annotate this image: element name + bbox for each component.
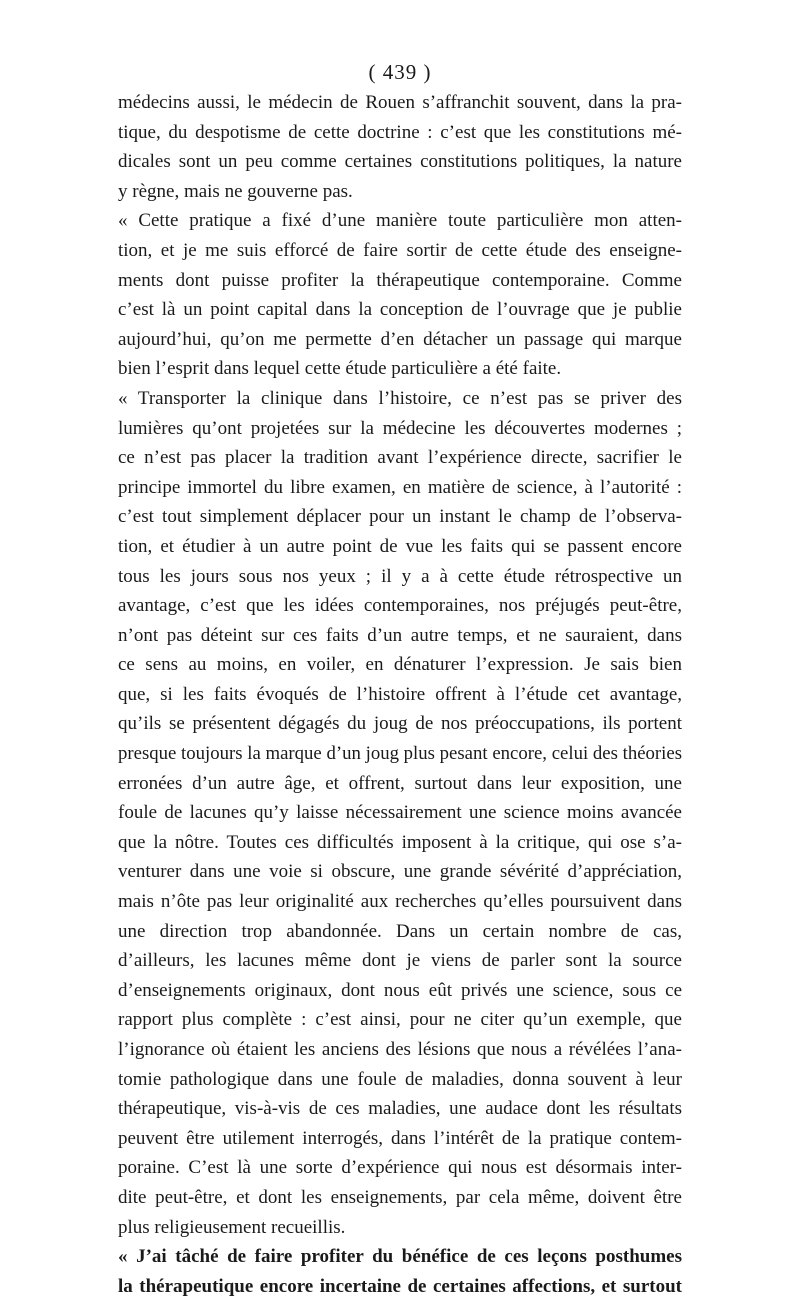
text-line: presque toujours la marque d’un joug plus pesant encore, celui des théories (118, 743, 682, 765)
page-number: ( 439 ) (368, 60, 432, 84)
text-line: tomie pathologique dans une foule de maladies, donna souvent à leur (118, 1068, 682, 1090)
text-line: venturer dans une voie si obscure, une grande sévérité d’appréciation, (118, 861, 682, 883)
text-line: y règne, mais ne gouverne pas. (118, 180, 353, 202)
text-line: c’est là un point capital dans la conception de l’ouvrage que je publie (118, 299, 682, 321)
text-line: que la nôtre. Toutes ces difficultés imposent à la critique, qui ose s’a- (118, 831, 682, 853)
text-line: médecins aussi, le médecin de Rouen s’affranchit souvent, dans la pra- (118, 92, 682, 113)
text-line: ce n’est pas placer la tradition avant l’expérience directe, sacrifier le (118, 447, 682, 469)
text-line: dicales sont un peu comme certaines constitutions politiques, la nature (118, 151, 682, 173)
text-line: mais n’ôte pas leur originalité aux recherches qu’elles poursuivent dans (118, 891, 682, 913)
text-line: la thérapeutique encore incertaine de certaines affections, et surtout (118, 1275, 682, 1297)
text-line: l’ignorance où étaient les anciens des lésions que nous a révélées l’ana- (118, 1039, 682, 1060)
body-text (118, 88, 682, 1301)
text-line: tion, et je me suis efforcé de faire sortir de cette étude des enseigne- (118, 239, 682, 261)
text-line: foule de lacunes qu’y laisse nécessairement une science moins avancée (118, 802, 682, 824)
text-line: d’ailleurs, les lacunes même dont je viens de parler sont la source (118, 950, 682, 972)
text-line: poraine. C’est là une sorte d’expérience qui nous est désormais inter- (118, 1157, 682, 1179)
text-line: c’est tout simplement déplacer pour un instant le champ de l’observa- (118, 506, 682, 528)
text-line: tous les jours sous nos yeux ; il y a à cette étude rétrospective un (118, 565, 682, 587)
text-line: plus religieusement recueillis. (118, 1216, 346, 1238)
text-line: que, si les faits évoqués de l’histoire offrent à l’étude cet avantage, (118, 683, 682, 705)
text-line: « J’ai tâché de faire profiter du bénéfice de ces leçons posthumes (118, 1246, 682, 1268)
text-line: une direction trop abandonnée. Dans un certain nombre de cas, (118, 920, 682, 942)
text-line: « Cette pratique a fixé d’une manière toute particulière mon atten- (118, 210, 682, 232)
text-line: thérapeutique, vis-à-vis de ces maladies, une audace dont les résultats (118, 1098, 682, 1120)
text-line: n’ont pas déteint sur ces faits d’un autre temps, et ne sauraient, dans (118, 624, 682, 646)
text-line: tion, et étudier à un autre point de vue les faits qui se passent encore (118, 535, 682, 557)
text-line: dite peut-être, et dont les enseignements, par cela même, doivent être (118, 1186, 682, 1208)
text-line: bien l’esprit dans lequel cette étude particulière a été faite. (118, 358, 562, 380)
text-line: tique, du despotisme de cette doctrine : c’est que les constitutions mé- (118, 121, 682, 143)
text-line: erronées d’un autre âge, et offrent, surtout dans leur exposition, une (118, 772, 682, 794)
text-line: rapport plus complète : c’est ainsi, pour ne citer qu’un exemple, que (118, 1009, 682, 1031)
text-line: peuvent être utilement interrogés, dans l’intérêt de la pratique contem- (118, 1127, 682, 1149)
text-line: aujourd’hui, qu’on me permette d’en détacher un passage qui marque (118, 328, 682, 350)
text-line: lumières qu’ont projetées sur la médecine les découvertes modernes ; (118, 417, 682, 439)
text-line: principe immortel du libre examen, en matière de science, à l’autorité : (118, 476, 682, 498)
text-line: avantage, c’est que les idées contemporaines, nos préjugés peut-être, (118, 595, 682, 617)
text-line: ce sens au moins, en voiler, en dénaturer l’expression. Je sais bien (118, 654, 682, 676)
text-line: ments dont puisse profiter la thérapeutique contemporaine. Comme (118, 269, 682, 291)
text-line: qu’ils se présentent dégagés du joug de nos préoccupations, ils portent (118, 713, 682, 735)
text-line: « Transporter la clinique dans l’histoire, ce n’est pas se priver des (118, 387, 682, 409)
text-line: d’enseignements originaux, dont nous eût privés une science, sous ce (118, 979, 682, 1001)
